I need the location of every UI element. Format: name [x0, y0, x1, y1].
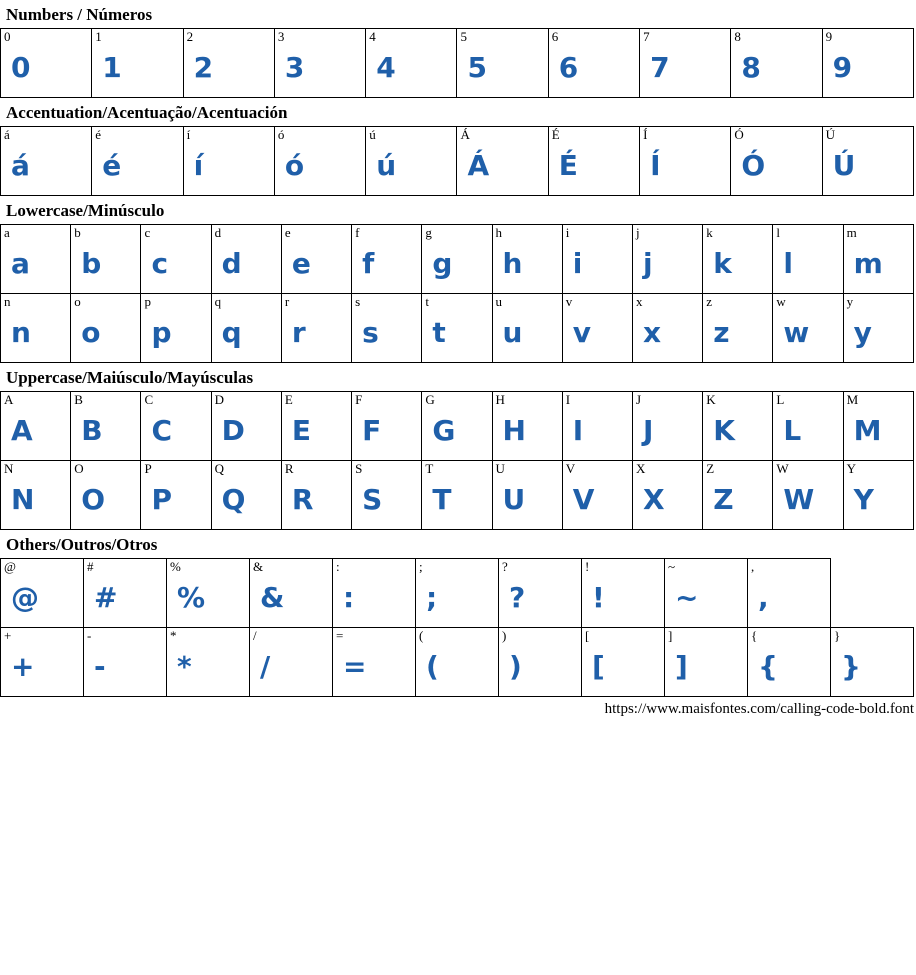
- glyph-cell: [822, 29, 913, 98]
- glyph-label: Á: [460, 127, 470, 142]
- glyph-cell: [366, 29, 457, 98]
- glyph-sample: E: [291, 414, 312, 447]
- glyph-cell: [422, 461, 492, 530]
- glyph-label: f: [355, 225, 360, 240]
- glyph-label: *: [170, 628, 177, 643]
- glyph-sample: !: [592, 581, 605, 614]
- glyph-cell: [1, 29, 92, 98]
- glyph-cell: [492, 294, 562, 363]
- glyph-cell: [281, 461, 351, 530]
- glyph-sample: 5: [467, 51, 487, 84]
- glyph-label: %: [170, 559, 181, 574]
- glyph-label: ,: [751, 559, 755, 574]
- glyph-cell: [281, 392, 351, 461]
- glyph-sample: #: [94, 581, 118, 614]
- glyph-label: m: [846, 225, 857, 240]
- glyph-cell: [773, 225, 843, 294]
- glyph-table-accentuation: [0, 126, 914, 196]
- glyph-cell: [773, 461, 843, 530]
- glyph-sample: 2: [193, 51, 214, 84]
- glyph-label: [: [585, 628, 590, 643]
- glyph-cell: [457, 127, 548, 196]
- glyph-label: ): [502, 628, 507, 643]
- glyph-sample: o: [81, 316, 101, 349]
- glyph-cell: [422, 294, 492, 363]
- glyph-sample: r: [291, 316, 306, 349]
- glyph-label: X: [635, 461, 646, 476]
- glyph-sample: }: [841, 650, 861, 683]
- glyph-cell: [640, 127, 731, 196]
- source-url: https://www.maisfontes.com/calling-code-bold.font: [604, 701, 914, 717]
- glyph-label: :: [336, 559, 340, 574]
- glyph-label: N: [4, 461, 14, 476]
- glyph-cell: [582, 559, 665, 628]
- glyph-cell: [748, 628, 831, 697]
- glyph-label: 0: [4, 29, 11, 44]
- glyph-sample: j: [642, 247, 653, 280]
- glyph-sample: ~: [675, 581, 699, 614]
- glyph-sample: ?: [509, 581, 526, 614]
- glyph-label: g: [425, 225, 432, 240]
- glyph-sample: S: [362, 483, 383, 516]
- glyph-sample: [: [592, 650, 605, 683]
- glyph-sample: í: [193, 149, 204, 182]
- glyph-sample: 3: [284, 51, 305, 84]
- glyph-sample: v: [572, 316, 592, 349]
- glyph-cell: [665, 559, 748, 628]
- glyph-label: F: [355, 392, 363, 407]
- glyph-sample: e: [291, 247, 311, 280]
- glyph-sample: 7: [650, 51, 670, 84]
- glyph-sample: Í: [650, 149, 661, 182]
- glyph-cell: [665, 628, 748, 697]
- glyph-label: H: [495, 392, 505, 407]
- glyph-label: Ó: [734, 127, 744, 142]
- glyph-sample: p: [151, 316, 172, 349]
- glyph-label: l: [776, 225, 781, 240]
- glyph-cell: [492, 392, 562, 461]
- glyph-sample: c: [151, 247, 169, 280]
- glyph-sample: D: [221, 414, 245, 447]
- glyph-label: q: [214, 294, 222, 309]
- glyph-label: A: [4, 392, 14, 407]
- glyph-cell: [562, 461, 632, 530]
- glyph-label: í: [186, 127, 191, 142]
- glyph-sample: *: [177, 650, 192, 683]
- glyph-label: Q: [214, 461, 225, 476]
- glyph-label: 8: [734, 29, 741, 44]
- glyph-sample: x: [642, 316, 662, 349]
- glyph-cell: [416, 559, 499, 628]
- glyph-cell: [71, 294, 141, 363]
- glyph-label: Z: [706, 461, 715, 476]
- glyph-cell: [167, 559, 250, 628]
- glyph-sample: Ó: [741, 149, 766, 182]
- glyph-cell: [141, 392, 211, 461]
- glyph-cell: [92, 127, 183, 196]
- glyph-label: 1: [95, 29, 102, 44]
- glyph-sample: d: [221, 247, 242, 280]
- glyph-label: é: [95, 127, 102, 142]
- glyph-sample: f: [362, 247, 375, 280]
- glyph-label: h: [495, 225, 503, 240]
- glyph-cell: [773, 392, 843, 461]
- glyph-cell: [250, 559, 333, 628]
- glyph-cell: [731, 127, 822, 196]
- glyph-cell: [492, 461, 562, 530]
- glyph-sample: P: [151, 483, 172, 516]
- glyph-cell: [422, 392, 492, 461]
- glyph-label: ;: [419, 559, 423, 574]
- glyph-label: !: [585, 559, 590, 574]
- glyph-sample: Y: [853, 483, 874, 516]
- glyph-label: {: [751, 628, 758, 643]
- glyph-sample: g: [432, 247, 453, 280]
- glyph-sample: {: [758, 650, 778, 683]
- table-row: [1, 127, 914, 196]
- glyph-sample: 8: [741, 51, 761, 84]
- glyph-sample: ;: [426, 581, 438, 614]
- glyph-cell: [843, 392, 913, 461]
- glyph-label: e: [284, 225, 291, 240]
- glyph-label: C: [144, 392, 154, 407]
- glyph-label: I: [565, 392, 571, 407]
- glyph-label: j: [635, 225, 640, 240]
- glyph-cell: [1, 392, 71, 461]
- table-row: [1, 29, 914, 98]
- glyph-sample: R: [291, 483, 314, 516]
- glyph-sample: K: [713, 414, 735, 447]
- glyph-label: 3: [277, 29, 285, 44]
- glyph-cell: [843, 294, 913, 363]
- glyph-cell: [703, 294, 773, 363]
- glyph-label: ?: [502, 559, 508, 574]
- glyph-cell: [632, 461, 702, 530]
- glyph-label: i: [565, 225, 570, 240]
- glyph-sample: X: [642, 483, 665, 516]
- glyph-sample: L: [783, 414, 802, 447]
- glyph-cell: [416, 628, 499, 697]
- glyph-cell: [582, 628, 665, 697]
- glyph-label: =: [336, 628, 344, 643]
- glyph-label: 6: [551, 29, 559, 44]
- table-row: [1, 392, 914, 461]
- glyph-label: 4: [369, 29, 376, 44]
- glyph-sample: z: [713, 316, 730, 349]
- table-row: [1, 559, 914, 628]
- glyph-label: á: [4, 127, 10, 142]
- glyph-sample: M: [853, 414, 882, 447]
- glyph-cell: [703, 392, 773, 461]
- glyph-cell: [457, 29, 548, 98]
- glyph-cell: [562, 392, 632, 461]
- glyph-cell: [822, 127, 913, 196]
- glyph-cell: [1, 559, 84, 628]
- glyph-sample: 4: [376, 51, 396, 84]
- glyph-label: G: [425, 392, 435, 407]
- glyph-label: 7: [643, 29, 650, 44]
- glyph-sample: w: [783, 316, 810, 349]
- glyph-sample: F: [362, 414, 382, 447]
- table-row: [1, 628, 914, 697]
- glyph-label: Y: [846, 461, 857, 476]
- glyph-cell: [211, 461, 281, 530]
- glyph-label: n: [4, 294, 11, 309]
- glyph-sample: (: [426, 650, 439, 683]
- glyph-cell: [250, 628, 333, 697]
- glyph-label: }: [834, 628, 841, 643]
- glyph-label: O: [74, 461, 84, 476]
- glyph-sample: N: [11, 483, 35, 516]
- glyph-cell: [183, 29, 274, 98]
- section-title-lowercase: Lowercase/Minúsculo: [6, 201, 165, 220]
- glyph-cell: [92, 29, 183, 98]
- glyph-cell: [632, 225, 702, 294]
- glyph-sample: 1: [102, 51, 122, 84]
- glyph-label: D: [214, 392, 225, 407]
- glyph-sample: U: [502, 483, 526, 516]
- glyph-cell: [1, 127, 92, 196]
- glyph-cell: [211, 294, 281, 363]
- glyph-sample: 6: [558, 51, 579, 84]
- glyph-cell: [84, 559, 167, 628]
- glyph-cell: [352, 225, 422, 294]
- glyph-cell: [141, 225, 211, 294]
- glyph-sample: &: [260, 581, 285, 614]
- glyph-label: ó: [277, 127, 285, 142]
- glyph-cell: [831, 559, 914, 628]
- glyph-label: Ú: [825, 127, 836, 142]
- glyph-label: Í: [643, 127, 648, 142]
- glyph-label: x: [635, 294, 643, 309]
- section-title-numbers: Numbers / Números: [6, 5, 153, 24]
- glyph-label: d: [214, 225, 222, 240]
- glyph-label: +: [4, 628, 12, 643]
- glyph-sample: 0: [11, 51, 31, 84]
- glyph-label: É: [551, 127, 560, 142]
- glyph-label: t: [425, 294, 429, 309]
- glyph-sample: k: [713, 247, 732, 280]
- glyph-sample: 9: [832, 51, 853, 84]
- glyph-sample: i: [572, 247, 583, 280]
- glyph-cell: [352, 461, 422, 530]
- glyph-cell: [352, 294, 422, 363]
- glyph-sample: ú: [376, 149, 397, 182]
- glyph-cell: [640, 29, 731, 98]
- glyph-sample: -: [94, 650, 106, 683]
- glyph-cell: [632, 294, 702, 363]
- glyph-label: W: [776, 461, 789, 476]
- glyph-label: /: [253, 628, 257, 643]
- glyph-cell: [748, 559, 831, 628]
- glyph-sample: @: [11, 581, 39, 614]
- glyph-cell: [1, 628, 84, 697]
- glyph-cell: [422, 225, 492, 294]
- glyph-label: ~: [668, 559, 676, 574]
- glyph-cell: [499, 628, 582, 697]
- glyph-label: s: [355, 294, 361, 309]
- glyph-cell: [548, 127, 639, 196]
- glyph-cell: [499, 559, 582, 628]
- glyph-sample: a: [11, 247, 30, 280]
- glyph-cell: [71, 461, 141, 530]
- glyph-sample: C: [151, 414, 172, 447]
- glyph-cell: [84, 628, 167, 697]
- glyph-sample: A: [11, 414, 33, 447]
- glyph-label: u: [495, 294, 503, 309]
- glyph-cell: [71, 392, 141, 461]
- glyph-sample: h: [502, 247, 523, 280]
- glyph-label: k: [706, 225, 713, 240]
- glyph-label: R: [284, 461, 294, 476]
- glyph-sample: +: [11, 650, 35, 683]
- glyph-sample: n: [11, 316, 31, 349]
- glyph-sample: b: [81, 247, 102, 280]
- glyph-label: 2: [186, 29, 194, 44]
- glyph-sample: J: [642, 414, 654, 447]
- glyph-label: K: [706, 392, 716, 407]
- glyph-sample: t: [432, 316, 446, 349]
- glyph-label: y: [846, 294, 854, 309]
- section-title-accentuation: Accentuation/Acentuação/Acentuación: [6, 103, 288, 122]
- glyph-cell: [183, 127, 274, 196]
- glyph-cell: [1, 461, 71, 530]
- glyph-label: M: [846, 392, 859, 407]
- glyph-sample: ): [509, 650, 522, 683]
- glyph-cell: [703, 225, 773, 294]
- glyph-sample: I: [572, 414, 584, 447]
- glyph-label: b: [74, 225, 81, 240]
- glyph-label: E: [284, 392, 293, 407]
- glyph-label: V: [565, 461, 576, 476]
- glyph-label: ]: [668, 628, 673, 643]
- glyph-label: z: [706, 294, 712, 309]
- section-title-others: Others/Outros/Otros: [6, 535, 158, 554]
- glyph-sample: H: [502, 414, 526, 447]
- glyph-label: U: [495, 461, 505, 476]
- glyph-cell: [843, 225, 913, 294]
- glyph-sample: á: [11, 149, 30, 182]
- glyph-sample: %: [177, 581, 206, 614]
- glyph-label: @: [4, 559, 16, 574]
- glyph-sample: Á: [467, 149, 490, 182]
- glyph-sample: ,: [758, 581, 769, 614]
- glyph-cell: [211, 225, 281, 294]
- glyph-sample: B: [81, 414, 103, 447]
- glyph-label: -: [87, 628, 92, 643]
- glyph-label: J: [635, 392, 642, 407]
- glyph-cell: [731, 29, 822, 98]
- section-title-uppercase: Uppercase/Maiúsculo/Mayúsculas: [6, 368, 254, 387]
- glyph-cell: [562, 294, 632, 363]
- glyph-label: o: [74, 294, 81, 309]
- glyph-sample: Ú: [832, 149, 856, 182]
- glyph-table-numbers: [0, 28, 914, 98]
- glyph-sample: u: [502, 316, 523, 349]
- glyph-cell: [281, 294, 351, 363]
- glyph-cell: [1, 294, 71, 363]
- glyph-sample: y: [853, 316, 872, 349]
- glyph-label: 5: [460, 29, 467, 44]
- table-row: [1, 225, 914, 294]
- glyph-cell: [141, 461, 211, 530]
- glyph-cell: [333, 559, 416, 628]
- glyph-label: p: [144, 294, 151, 309]
- glyph-cell: [167, 628, 250, 697]
- glyph-sample: /: [260, 650, 271, 683]
- glyph-sample: é: [102, 149, 122, 182]
- glyph-label: P: [144, 461, 152, 476]
- glyph-sample: Q: [221, 483, 246, 516]
- glyph-label: T: [425, 461, 434, 476]
- glyph-label: r: [284, 294, 290, 309]
- glyph-sample: l: [783, 247, 794, 280]
- glyph-sample: G: [432, 414, 456, 447]
- glyph-sample: W: [783, 483, 815, 516]
- glyph-table-lowercase: [0, 224, 914, 363]
- glyph-cell: [773, 294, 843, 363]
- glyph-label: B: [74, 392, 83, 407]
- glyph-cell: [548, 29, 639, 98]
- table-row: [1, 461, 914, 530]
- glyph-sample: ó: [284, 149, 305, 182]
- glyph-label: v: [565, 294, 573, 309]
- glyph-label: a: [4, 225, 10, 240]
- glyph-label: #: [87, 559, 94, 574]
- glyph-label: w: [776, 294, 786, 309]
- glyph-label: L: [776, 392, 785, 407]
- glyph-table-others: [0, 558, 914, 697]
- glyph-sample: s: [362, 316, 379, 349]
- glyph-sample: T: [432, 483, 452, 516]
- glyph-cell: [703, 461, 773, 530]
- glyph-cell: [141, 294, 211, 363]
- glyph-cell: [831, 628, 914, 697]
- glyph-table-uppercase: [0, 391, 914, 530]
- glyph-sample: ]: [675, 650, 688, 683]
- glyph-sample: =: [343, 650, 367, 683]
- glyph-label: 9: [825, 29, 833, 44]
- glyph-cell: [333, 628, 416, 697]
- glyph-sample: m: [853, 247, 883, 280]
- glyph-label: c: [144, 225, 151, 240]
- glyph-cell: [1, 225, 71, 294]
- glyph-cell: [492, 225, 562, 294]
- glyph-cell: [352, 392, 422, 461]
- glyph-sample: O: [81, 483, 106, 516]
- table-row: [1, 294, 914, 363]
- glyph-cell: [211, 392, 281, 461]
- glyph-label: &: [253, 559, 264, 574]
- glyph-sample: V: [572, 483, 595, 516]
- glyph-sample: É: [558, 149, 578, 182]
- glyph-cell: [632, 392, 702, 461]
- glyph-label: ú: [369, 127, 376, 142]
- glyph-cell: [562, 225, 632, 294]
- glyph-cell: [281, 225, 351, 294]
- glyph-sample: :: [343, 581, 355, 614]
- glyph-cell: [843, 461, 913, 530]
- glyph-cell: [71, 225, 141, 294]
- glyph-sample: Z: [713, 483, 734, 516]
- glyph-sample: q: [221, 316, 242, 349]
- glyph-cell: [274, 127, 365, 196]
- glyph-label: S: [355, 461, 363, 476]
- glyph-cell: [366, 127, 457, 196]
- glyph-cell: [274, 29, 365, 98]
- glyph-label: (: [419, 628, 424, 643]
